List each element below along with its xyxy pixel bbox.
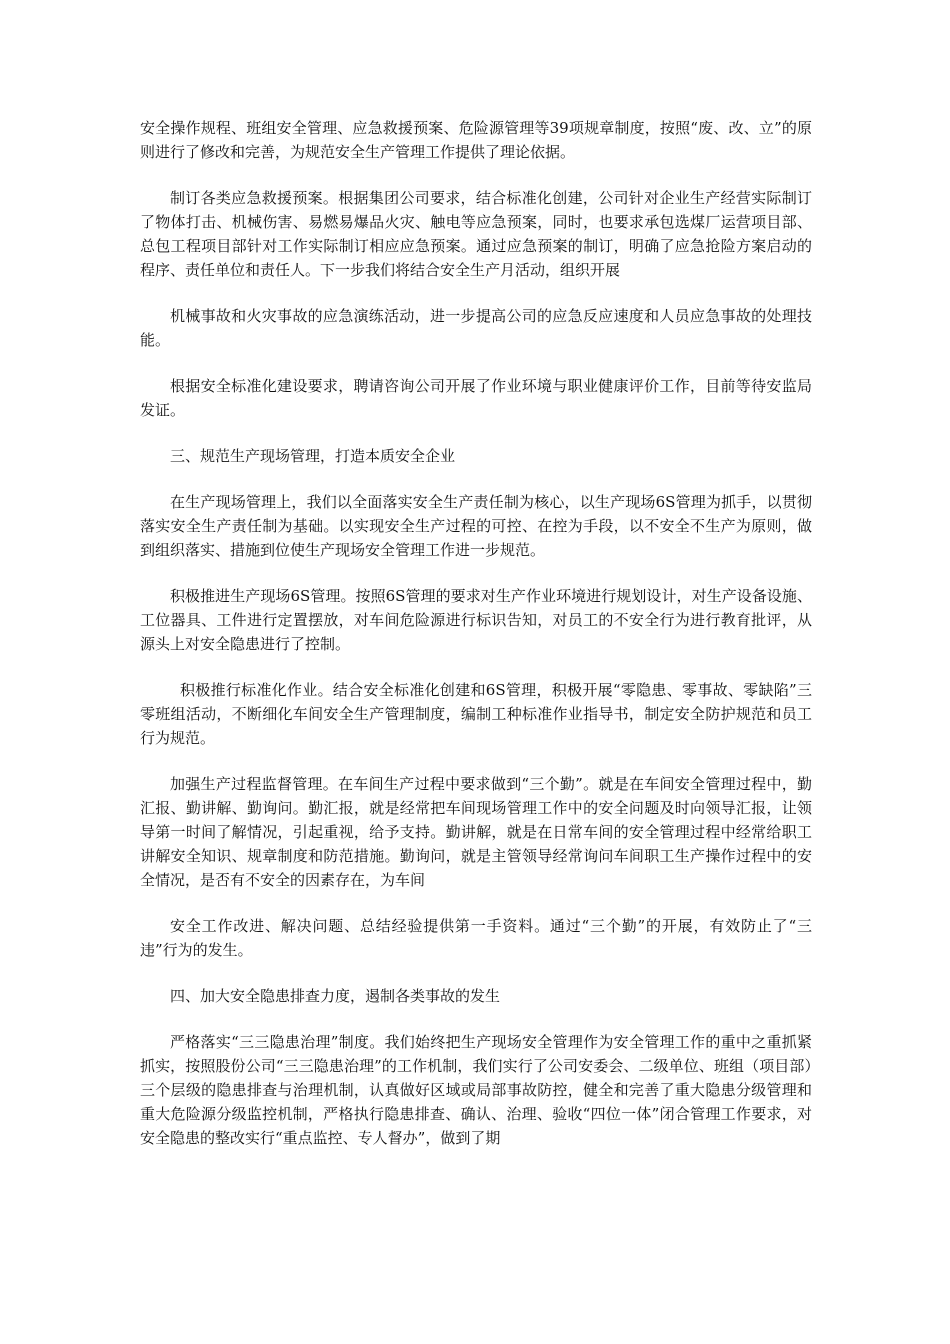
- paragraph-site-management: 在生产现场管理上，我们以全面落实安全生产责任制为核心，以生产现场6S管理为抓手，以贯彻落实安全生产责任制为基础。以实现安全生产过程的可控、在控为手段，以不安全不生产为原则，做到组织落实、措施到位使生产现场安全管理工作进一步规范。: [140, 493, 812, 559]
- paragraph-regulations-revision: 安全操作规程、班组安全管理、应急救援预案、危险源管理等39项规章制度，按照“废、改、立”的原则进行了修改和完善，为规范安全生产管理工作提供了理论依据。: [140, 119, 812, 161]
- paragraph-emergency-drills: 机械事故和火灾事故的应急演练活动，进一步提高公司的应急反应速度和人员应急事故的处理技能。: [140, 307, 812, 349]
- section-heading-4: 四、加大安全隐患排查力度，遏制各类事故的发生: [170, 987, 501, 1005]
- document-page: [140, 116, 812, 1172]
- paragraph-three-diligence-result: 安全工作改进、解决问题、总结经验提供第一手资料。通过“三个勤”的开展，有效防止了“三违”行为的发生。: [140, 917, 812, 959]
- section-heading-3: 三、规范生产现场管理，打造本质安全企业: [170, 447, 456, 465]
- paragraph-hazard-governance: 严格落实“三三隐患治理”制度。我们始终把生产现场安全管理作为安全管理工作的重中之重抓紧抓实，按照股份公司“三三隐患治理”的工作机制，我们实行了公司安委会、二级单位、班组（项目部）三个层级的隐患排查与治理机制，认真做好区域或局部事故防控，健全和完善了重大隐患分级管理和重大危险源分级监控机制，严格执行隐患排查、确认、治理、验收“四位一体”闭合管理工作要求，对安全隐患的整改实行“重点监控、专人督办”，做到了期: [140, 1033, 812, 1147]
- paragraph-emergency-plans: 制订各类应急救援预案。根据集团公司要求，结合标准化创建，公司针对企业生产经营实际制订了物体打击、机械伤害、易燃易爆品火灾、触电等应急预案，同时，也要求承包选煤厂运营项目部、总包工程项目部针对工作实际制订相应应急预案。通过应急预案的制订，明确了应急抢险方案启动的程序、责任单位和责任人。下一步我们将结合安全生产月活动，组织开展: [140, 189, 812, 279]
- paragraph-6s-management: 积极推进生产现场6S管理。按照6S管理的要求对生产作业环境进行规划设计，对生产设备设施、工位器具、工件进行定置摆放，对车间危险源进行标识告知，对员工的不安全行为进行教育批评，从源头上对安全隐患进行了控制。: [140, 587, 812, 653]
- paragraph-occupational-health: 根据安全标准化建设要求，聘请咨询公司开展了作业环境与职业健康评价工作，目前等待安监局发证。: [140, 377, 812, 419]
- paragraph-standardized-operation: 积极推行标准化作业。结合安全标准化创建和6S管理，积极开展“零隐患、零事故、零缺陷”三零班组活动，不断细化车间安全生产管理制度，编制工种标准作业指导书，制定安全防护规范和员工行为规范。: [140, 681, 812, 747]
- paragraph-process-supervision: 加强生产过程监督管理。在车间生产过程中要求做到“三个勤”。就是在车间安全管理过程中，勤汇报、勤讲解、勤询问。勤汇报，就是经常把车间现场管理工作中的安全问题及时向领导汇报，让领导第一时间了解情况，引起重视，给予支持。勤讲解，就是在日常车间的安全管理过程中经常给职工讲解安全知识、规章制度和防范措施。勤询问，就是主管领导经常询问车间职工生产操作过程中的安全情况，是否有不安全的因素存在，为车间: [140, 775, 812, 889]
